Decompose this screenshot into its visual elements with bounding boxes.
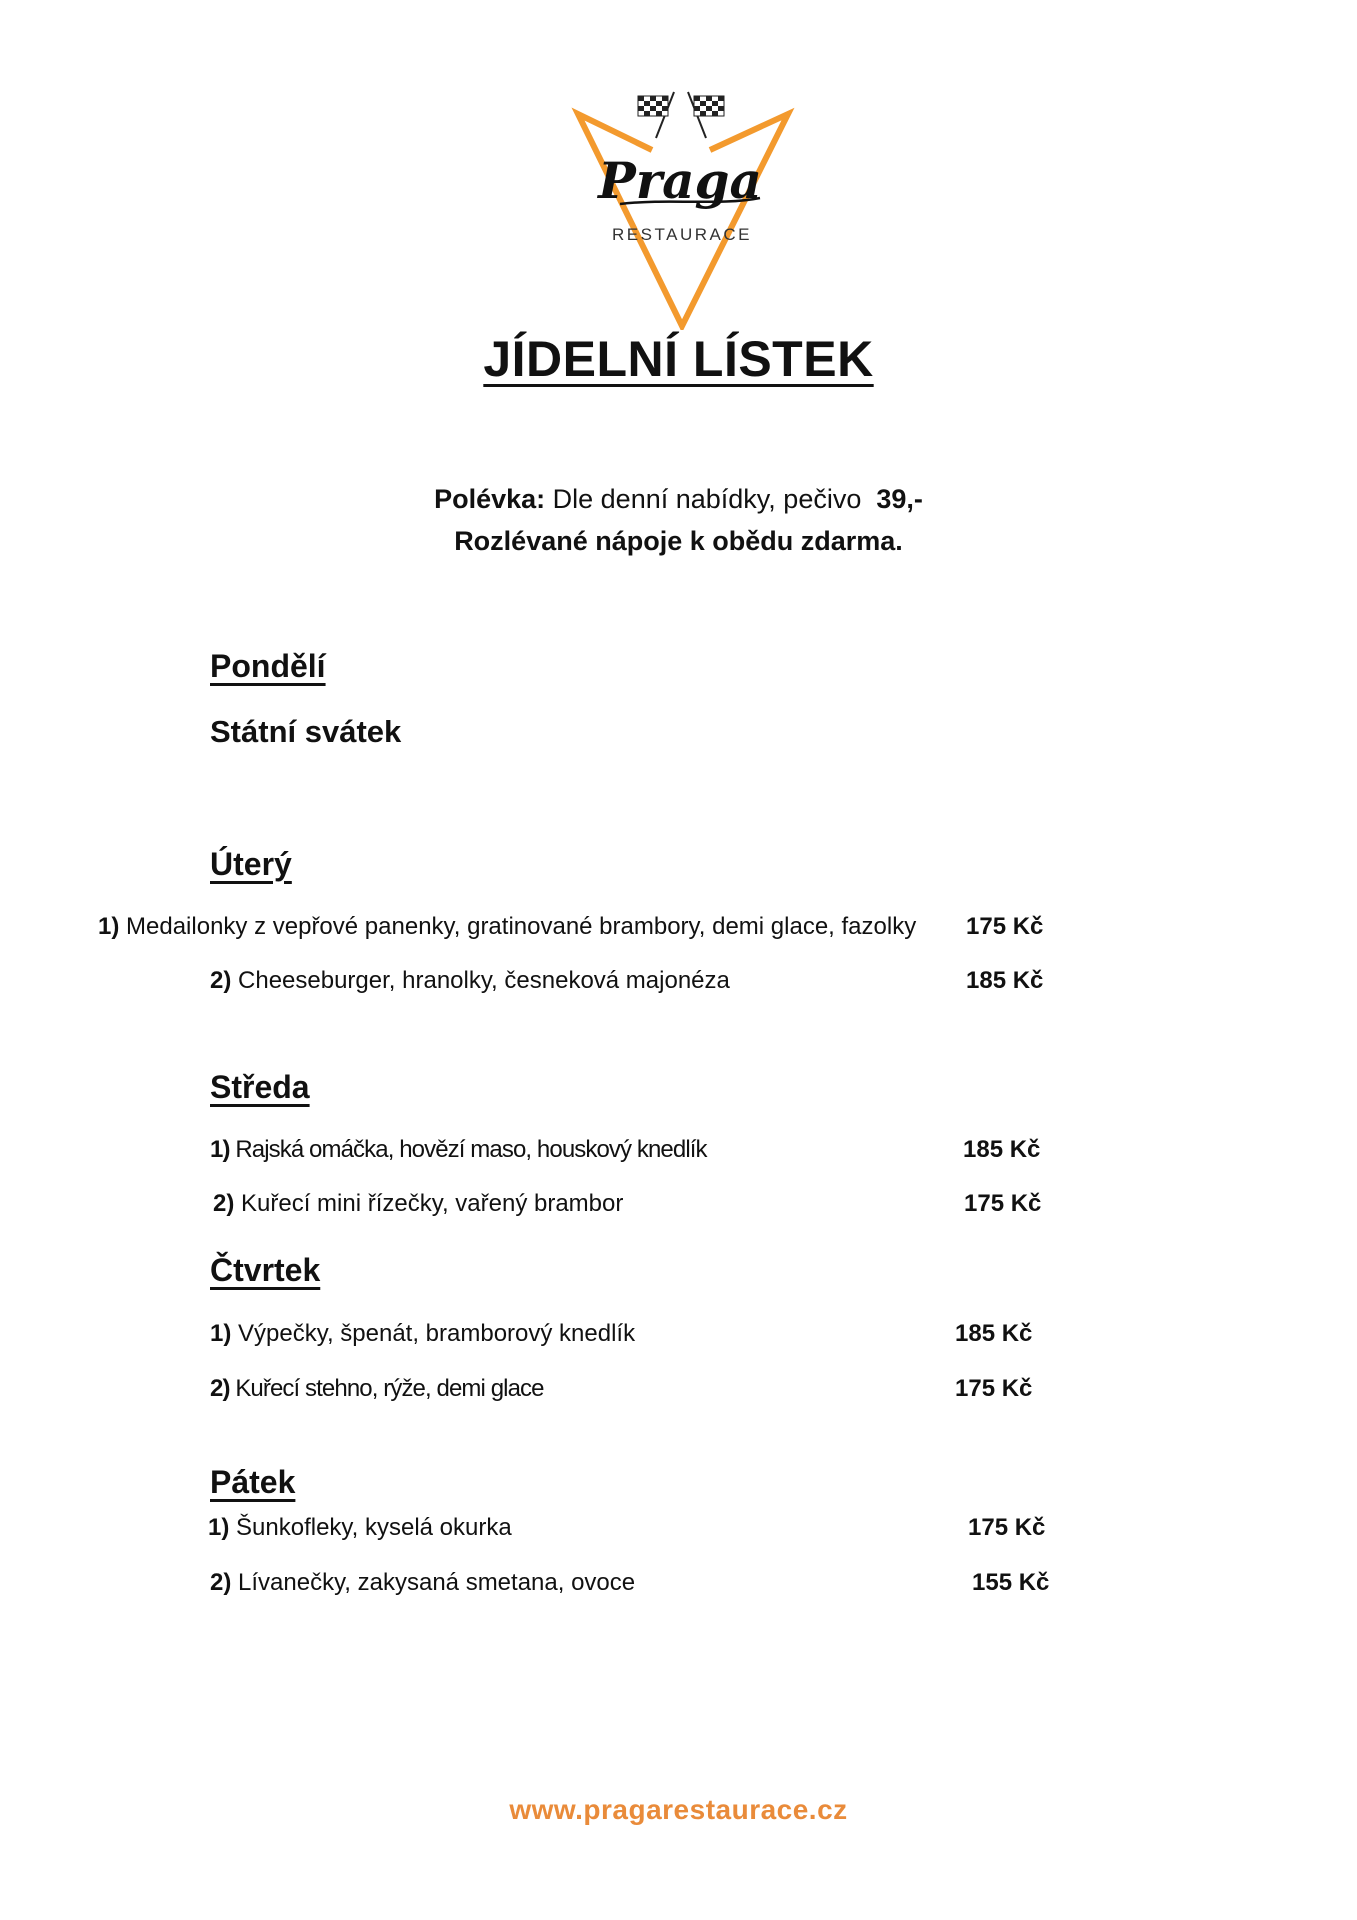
menu-item: 2) Kuřecí mini řízečky, vařený brambor bbox=[213, 1190, 624, 1217]
soup-label: Polévka: bbox=[434, 484, 546, 514]
menu-item-price: 175 Kč bbox=[964, 1190, 1042, 1217]
day-heading-monday: Pondělí bbox=[210, 648, 326, 684]
menu-item: 2) Lívanečky, zakysaná smetana, ovoce bbox=[210, 1569, 636, 1596]
soup-line bbox=[0, 478, 1357, 520]
monday-note: Státní svátek bbox=[210, 714, 402, 749]
menu-item: 1) Rajská omáčka, hovězí maso, houskový knedlík bbox=[210, 1136, 707, 1163]
menu-item: 1) Šunkofleky, kyselá okurka bbox=[208, 1514, 512, 1541]
soup-section bbox=[0, 478, 1357, 562]
menu-item-price: 185 Kč bbox=[963, 1136, 1041, 1163]
menu-item-price: 175 Kč bbox=[955, 1375, 1033, 1402]
menu-item: 1) Medailonky z vepřové panenky, gratinované brambory, demi glace, fazolky bbox=[98, 913, 917, 940]
menu-item: 2) Cheeseburger, hranolky, česneková majonéza bbox=[210, 967, 730, 994]
logo-subtitle: RESTAURACE bbox=[612, 225, 752, 244]
menu-item-price: 185 Kč bbox=[966, 967, 1044, 994]
logo-graphic bbox=[560, 80, 810, 330]
menu-item-price: 175 Kč bbox=[968, 1514, 1046, 1541]
drinks-note: Rozlévané nápoje k obědu zdarma. bbox=[454, 526, 903, 556]
day-heading-thursday: Čtvrtek bbox=[210, 1252, 321, 1288]
soup-price: 39,- bbox=[876, 484, 923, 514]
menu-item: 1) Výpečky, špenát, bramborový knedlík bbox=[210, 1320, 636, 1347]
day-heading-wednesday: Středa bbox=[210, 1069, 310, 1105]
day-heading-tuesday: Úterý bbox=[210, 846, 292, 882]
menu-item: 2) Kuřecí stehno, rýže, demi glace bbox=[210, 1375, 544, 1402]
menu-item-price: 155 Kč bbox=[972, 1569, 1050, 1596]
website-link[interactable]: www.pragarestaurace.cz bbox=[509, 1794, 848, 1825]
day-heading-friday: Pátek bbox=[210, 1464, 296, 1500]
checkered-flags-icon bbox=[638, 92, 724, 138]
menu-item-price: 185 Kč bbox=[955, 1320, 1033, 1347]
menu-item-price: 175 Kč bbox=[966, 913, 1044, 940]
soup-text: Dle denní nabídky, pečivo bbox=[552, 484, 862, 514]
page-title: JÍDELNÍ LÍSTEK bbox=[483, 331, 874, 387]
logo-name: Praga bbox=[598, 151, 762, 210]
restaurant-logo bbox=[560, 80, 810, 330]
